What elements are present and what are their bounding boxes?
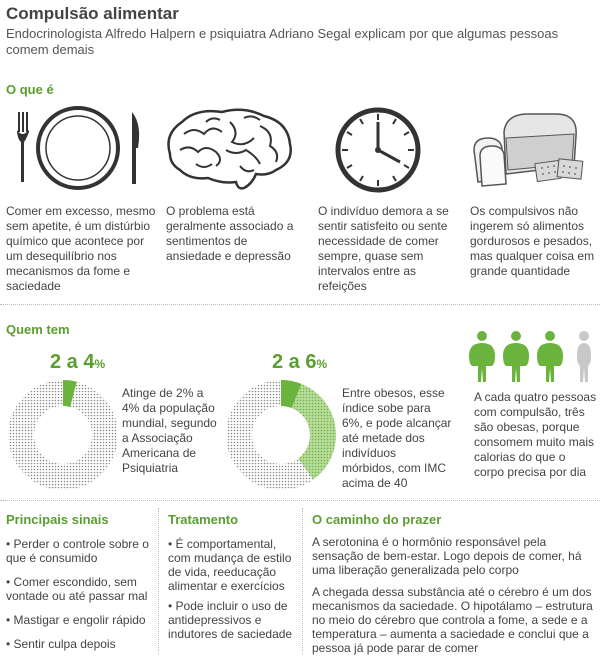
prazer-paragraph-2: A chegada dessa substância até o cérebro é um dos mecanismos da saciedade. O hipotálamo – estrutura no meio do cérebro que controla a fome, a sede e a temperatura – aumenta a saciedade e conclui que a pessoa já pode parar de comer xyxy=(312,585,593,655)
stat-text-1: Atinge de 2% a 4% da população mundial, segundo a Associação Americana de Psiquiatria xyxy=(122,386,217,475)
donut-highlight-segment xyxy=(63,393,73,394)
bread-crackers-icon xyxy=(466,104,600,194)
sinal-item-4: • Sentir culpa depois xyxy=(6,637,116,651)
prazer-paragraph-1: A serotonina é o hormônio responsável pela sensação de bem-estar. Logo depois de comer, há uma liberação generalizada pelo corpo xyxy=(312,535,582,577)
column-divider xyxy=(302,508,303,654)
people-text: A cada quatro pessoas com compulsão, três são obesas, porque consomem muito mais calorias do que o corpo precisa por dia xyxy=(474,390,597,479)
o-que-e-text-3: O indivíduo demora a se sentir satisfeito ou sente necessidade de comer sempre, quase sem intervalos entre as refeições xyxy=(318,204,449,293)
plate-cutlery-icon xyxy=(8,104,148,194)
section-heading-tratamento: Tratamento xyxy=(168,512,239,527)
section-heading-o-que-e: O que é xyxy=(6,82,54,97)
divider xyxy=(0,500,600,501)
stat-percent-2: 2 a 6% xyxy=(272,351,328,373)
sinal-item-3: • Mastigar e engolir rápido xyxy=(6,613,146,627)
section-heading-sinais: Principais sinais xyxy=(6,512,109,527)
section-heading-quem-tem: Quem tem xyxy=(6,322,70,337)
divider xyxy=(0,304,600,305)
o-que-e-text-4: Os compulsivos não ingerem só alimentos gordurosos e pesados, mas qualquer coisa em grande quantidade xyxy=(470,204,595,278)
tratamento-item-2: • Pode incluir o uso de antidepressivos e indutores de saciedade xyxy=(168,599,293,641)
stat-text-2: Entre obesos, esse índice sobe para 6%, e pode alcançar até metade dos indivíduos mórbidos, com IMC acima de 40 xyxy=(342,386,452,490)
donut-chart-population xyxy=(6,378,120,492)
stat-percent-1: 2 a 4% xyxy=(50,351,106,373)
people-icons xyxy=(468,330,600,382)
column-divider xyxy=(158,508,159,654)
page-subtitle: Endocrinologista Alfredo Halpern e psiquiatra Adriano Segal explicam por que algumas pessoas comem demais xyxy=(6,26,559,57)
o-que-e-text-1: Comer em excesso, mesmo sem apetite, é um distúrbio químico que acontece por um desequilíbrio nos mecanismos da fome e saciedade xyxy=(6,204,156,293)
tratamento-item-1: • É comportamental, com mudança de estilo de vida, reeducação alimentar e exercícios xyxy=(168,537,292,593)
person-obese-icon xyxy=(537,331,563,382)
donut-highlight-segment xyxy=(281,393,296,396)
person-obese-icon xyxy=(503,331,529,382)
donut-chart-obese xyxy=(224,378,338,492)
sinal-item-2: • Comer escondido, sem vontade ou até passar mal xyxy=(6,575,148,603)
section-heading-prazer: O caminho do prazer xyxy=(312,512,442,527)
person-obese-icon xyxy=(469,331,495,382)
person-icon xyxy=(577,331,591,382)
brain-icon xyxy=(160,104,300,194)
page-title: Compulsão alimentar xyxy=(6,4,179,23)
o-que-e-text-2: O problema está geralmente associado a sentimentos de ansiedade e depressão xyxy=(166,204,294,263)
sinal-item-1: • Perder o controle sobre o que é consumido xyxy=(6,537,149,565)
clock-icon xyxy=(322,104,462,194)
